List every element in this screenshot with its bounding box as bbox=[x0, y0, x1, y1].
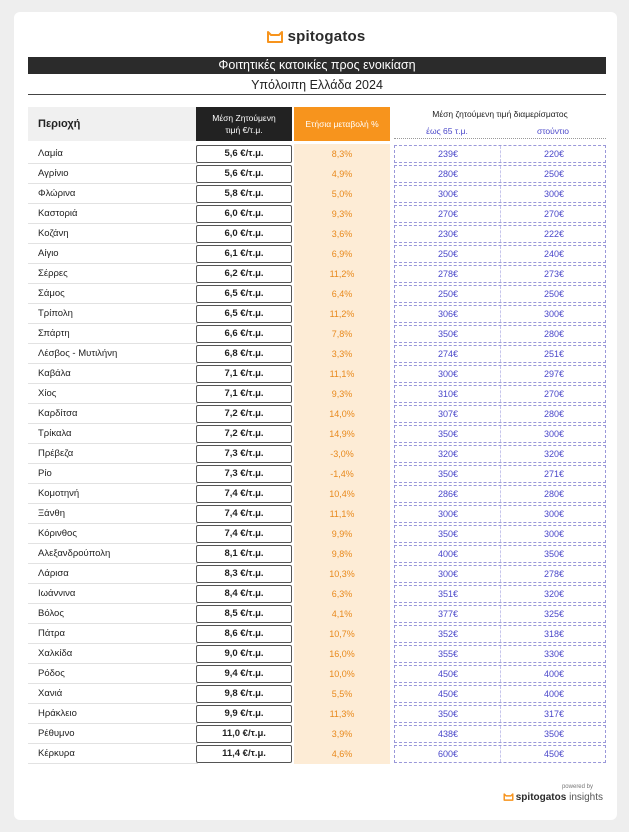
annual-change: 5,0% bbox=[294, 184, 390, 204]
price-studio: 251€ bbox=[500, 346, 607, 362]
region-name: Καστοριά bbox=[38, 208, 78, 219]
price-per-sqm: 7,4 €/τ.μ. bbox=[196, 485, 292, 503]
price-header-line1: Μέση Ζητούμενη bbox=[212, 113, 276, 123]
annual-change: 9,3% bbox=[294, 204, 390, 224]
annual-change: 6,9% bbox=[294, 244, 390, 264]
price-per-sqm: 9,8 €/τ.μ. bbox=[196, 685, 292, 703]
price-studio: 318€ bbox=[500, 626, 607, 642]
column-header-up-to-65: έως 65 τ.μ. bbox=[426, 126, 468, 136]
price-studio: 325€ bbox=[500, 606, 607, 622]
report-card bbox=[14, 12, 617, 820]
price-up-to-65: 352€ bbox=[437, 629, 459, 639]
price-per-sqm: 8,3 €/τ.μ. bbox=[196, 565, 292, 583]
annual-change: 9,9% bbox=[294, 524, 390, 544]
table-row bbox=[28, 504, 608, 524]
table-row bbox=[28, 424, 608, 444]
apartment-prices bbox=[394, 645, 606, 663]
price-up-to-65: 230€ bbox=[437, 229, 459, 239]
region-name: Ιωάννινα bbox=[38, 588, 76, 599]
annual-change: 10,3% bbox=[294, 564, 390, 584]
table-row bbox=[28, 684, 608, 704]
annual-change: 3,9% bbox=[294, 724, 390, 744]
annual-change: 5,5% bbox=[294, 684, 390, 704]
region-name: Ρέθυμνο bbox=[38, 728, 75, 739]
footer-suffix: insights bbox=[569, 792, 603, 803]
price-up-to-65: 278€ bbox=[437, 269, 459, 279]
annual-change: 11,1% bbox=[294, 364, 390, 384]
column-header-region: Περιοχή bbox=[28, 107, 204, 141]
apartment-prices bbox=[394, 745, 606, 763]
region-name: Καρδίτσα bbox=[38, 408, 78, 419]
apartment-prices bbox=[394, 685, 606, 703]
price-per-sqm: 5,6 €/τ.μ. bbox=[196, 145, 292, 163]
price-studio: 270€ bbox=[500, 206, 607, 222]
price-up-to-65: 350€ bbox=[437, 429, 459, 439]
apartment-prices bbox=[394, 605, 606, 623]
price-per-sqm: 7,2 €/τ.μ. bbox=[196, 425, 292, 443]
price-studio: 222€ bbox=[500, 226, 607, 242]
annual-change: 9,8% bbox=[294, 544, 390, 564]
annual-change: 10,0% bbox=[294, 664, 390, 684]
region-name: Κομοτηνή bbox=[38, 488, 80, 499]
apartment-prices bbox=[394, 205, 606, 223]
annual-change: 3,3% bbox=[294, 344, 390, 364]
table-row bbox=[28, 284, 608, 304]
price-per-sqm: 9,9 €/τ.μ. bbox=[196, 705, 292, 723]
table-row bbox=[28, 144, 608, 164]
annual-change: 4,9% bbox=[294, 164, 390, 184]
apartment-prices bbox=[394, 365, 606, 383]
price-studio: 280€ bbox=[500, 326, 607, 342]
apartment-prices bbox=[394, 545, 606, 563]
region-name: Τρίπολη bbox=[38, 308, 73, 319]
annual-change: 10,7% bbox=[294, 624, 390, 644]
price-up-to-65: 239€ bbox=[437, 149, 459, 159]
price-per-sqm: 8,5 €/τ.μ. bbox=[196, 605, 292, 623]
price-studio: 273€ bbox=[500, 266, 607, 282]
price-studio: 300€ bbox=[500, 526, 607, 542]
price-per-sqm: 6,6 €/τ.μ. bbox=[196, 325, 292, 343]
price-per-sqm: 7,2 €/τ.μ. bbox=[196, 405, 292, 423]
region-name: Αλεξανδρούπολη bbox=[38, 548, 111, 559]
table-row bbox=[28, 744, 608, 764]
apartment-prices bbox=[394, 185, 606, 203]
brand-name: spitogatos bbox=[287, 28, 366, 45]
table-row bbox=[28, 364, 608, 384]
region-name: Καβάλα bbox=[38, 368, 71, 379]
column-header-apartment: Μέση ζητούμενη τιμή διαμερίσματος bbox=[432, 109, 568, 119]
annual-change: 4,6% bbox=[294, 744, 390, 764]
table-row bbox=[28, 584, 608, 604]
price-up-to-65: 306€ bbox=[437, 309, 459, 319]
price-per-sqm: 6,2 €/τ.μ. bbox=[196, 265, 292, 283]
price-up-to-65: 350€ bbox=[437, 529, 459, 539]
annual-change: 7,8% bbox=[294, 324, 390, 344]
price-per-sqm: 7,3 €/τ.μ. bbox=[196, 465, 292, 483]
annual-change: 10,4% bbox=[294, 484, 390, 504]
table-row bbox=[28, 704, 608, 724]
table-row bbox=[28, 464, 608, 484]
table-row bbox=[28, 344, 608, 364]
price-up-to-65: 350€ bbox=[437, 709, 459, 719]
price-up-to-65: 274€ bbox=[437, 349, 459, 359]
price-studio: 250€ bbox=[500, 286, 607, 302]
region-name: Αίγιο bbox=[38, 248, 59, 259]
price-studio: 320€ bbox=[500, 586, 607, 602]
apartment-prices bbox=[394, 385, 606, 403]
price-per-sqm: 7,4 €/τ.μ. bbox=[196, 525, 292, 543]
price-per-sqm: 8,4 €/τ.μ. bbox=[196, 585, 292, 603]
region-name: Αγρίνιο bbox=[38, 168, 69, 179]
column-header-price bbox=[196, 107, 292, 141]
price-studio: 270€ bbox=[500, 386, 607, 402]
apartment-prices bbox=[394, 565, 606, 583]
table-row bbox=[28, 224, 608, 244]
price-up-to-65: 286€ bbox=[437, 489, 459, 499]
region-name: Σπάρτη bbox=[38, 328, 70, 339]
table-row bbox=[28, 724, 608, 744]
table-row bbox=[28, 304, 608, 324]
table-row bbox=[28, 404, 608, 424]
price-up-to-65: 355€ bbox=[437, 649, 459, 659]
price-studio: 317€ bbox=[500, 706, 607, 722]
apartment-prices bbox=[394, 525, 606, 543]
region-name: Λαμία bbox=[38, 148, 63, 159]
price-studio: 400€ bbox=[500, 666, 607, 682]
price-per-sqm: 11,0 €/τ.μ. bbox=[196, 725, 292, 743]
price-studio: 280€ bbox=[500, 486, 607, 502]
region-name: Χανιά bbox=[38, 688, 63, 699]
price-studio: 250€ bbox=[500, 166, 607, 182]
cat-logo-icon bbox=[503, 792, 514, 801]
data-table bbox=[28, 144, 608, 764]
price-per-sqm: 9,0 €/τ.μ. bbox=[196, 645, 292, 663]
price-up-to-65: 300€ bbox=[437, 189, 459, 199]
region-name: Ρίο bbox=[38, 468, 52, 479]
apartment-prices bbox=[394, 285, 606, 303]
apartment-prices bbox=[394, 725, 606, 743]
price-studio: 280€ bbox=[500, 406, 607, 422]
price-up-to-65: 320€ bbox=[437, 449, 459, 459]
apartment-prices bbox=[394, 405, 606, 423]
apartment-prices bbox=[394, 245, 606, 263]
apartment-prices bbox=[394, 625, 606, 643]
apartment-prices bbox=[394, 485, 606, 503]
apartment-prices bbox=[394, 425, 606, 443]
region-name: Ρόδος bbox=[38, 668, 65, 679]
price-studio: 300€ bbox=[500, 306, 607, 322]
price-header-line2: τιμή €/τ.μ. bbox=[225, 125, 263, 135]
price-per-sqm: 6,8 €/τ.μ. bbox=[196, 345, 292, 363]
header-divider bbox=[394, 138, 606, 139]
annual-change: 9,3% bbox=[294, 384, 390, 404]
price-studio: 400€ bbox=[500, 686, 607, 702]
table-row bbox=[28, 624, 608, 644]
annual-change: 6,4% bbox=[294, 284, 390, 304]
price-up-to-65: 300€ bbox=[437, 369, 459, 379]
table-row bbox=[28, 204, 608, 224]
price-studio: 320€ bbox=[500, 446, 607, 462]
price-up-to-65: 438€ bbox=[437, 729, 459, 739]
price-studio: 300€ bbox=[500, 426, 607, 442]
annual-change: 16,0% bbox=[294, 644, 390, 664]
price-studio: 300€ bbox=[500, 186, 607, 202]
annual-change: -3,0% bbox=[294, 444, 390, 464]
annual-change: 4,1% bbox=[294, 604, 390, 624]
annual-change: 14,0% bbox=[294, 404, 390, 424]
table-row bbox=[28, 164, 608, 184]
price-up-to-65: 310€ bbox=[437, 389, 459, 399]
price-up-to-65: 307€ bbox=[437, 409, 459, 419]
price-up-to-65: 280€ bbox=[437, 169, 459, 179]
footer-brand: spitogatos bbox=[515, 792, 567, 803]
table-row bbox=[28, 544, 608, 564]
price-per-sqm: 6,0 €/τ.μ. bbox=[196, 205, 292, 223]
annual-change: -1,4% bbox=[294, 464, 390, 484]
column-header-studio: στούντιο bbox=[536, 126, 570, 136]
price-up-to-65: 300€ bbox=[437, 569, 459, 579]
table-row bbox=[28, 524, 608, 544]
annual-change: 11,2% bbox=[294, 264, 390, 284]
apartment-prices bbox=[394, 165, 606, 183]
table-row bbox=[28, 604, 608, 624]
table-row bbox=[28, 644, 608, 664]
brand-logo bbox=[14, 28, 617, 45]
apartment-prices bbox=[394, 225, 606, 243]
apartment-prices bbox=[394, 705, 606, 723]
region-name: Πάτρα bbox=[38, 628, 66, 639]
table-row bbox=[28, 324, 608, 344]
table-row bbox=[28, 264, 608, 284]
apartment-prices bbox=[394, 265, 606, 283]
annual-change: 6,3% bbox=[294, 584, 390, 604]
table-row bbox=[28, 384, 608, 404]
price-per-sqm: 7,1 €/τ.μ. bbox=[196, 365, 292, 383]
table-row bbox=[28, 664, 608, 684]
table-row bbox=[28, 564, 608, 584]
annual-change: 11,3% bbox=[294, 704, 390, 724]
price-studio: 271€ bbox=[500, 466, 607, 482]
apartment-prices bbox=[394, 445, 606, 463]
price-per-sqm: 9,4 €/τ.μ. bbox=[196, 665, 292, 683]
annual-change: 11,2% bbox=[294, 304, 390, 324]
price-studio: 300€ bbox=[500, 506, 607, 522]
apartment-prices bbox=[394, 145, 606, 163]
apartment-prices bbox=[394, 305, 606, 323]
annual-change: 3,6% bbox=[294, 224, 390, 244]
table-row bbox=[28, 244, 608, 264]
region-name: Πρέβεζα bbox=[38, 448, 74, 459]
annual-change: 8,3% bbox=[294, 144, 390, 164]
price-studio: 278€ bbox=[500, 566, 607, 582]
region-name: Ηράκλειο bbox=[38, 708, 77, 719]
price-up-to-65: 351€ bbox=[437, 589, 459, 599]
price-up-to-65: 250€ bbox=[437, 289, 459, 299]
price-per-sqm: 6,5 €/τ.μ. bbox=[196, 305, 292, 323]
region-name: Κόρινθος bbox=[38, 528, 77, 539]
region-name: Βόλος bbox=[38, 608, 64, 619]
price-up-to-65: 350€ bbox=[437, 329, 459, 339]
price-studio: 297€ bbox=[500, 366, 607, 382]
price-up-to-65: 450€ bbox=[437, 689, 459, 699]
apartment-prices bbox=[394, 665, 606, 683]
region-name: Σέρρες bbox=[38, 268, 68, 279]
table-row bbox=[28, 184, 608, 204]
price-up-to-65: 450€ bbox=[437, 669, 459, 679]
price-up-to-65: 400€ bbox=[437, 549, 459, 559]
price-per-sqm: 5,8 €/τ.μ. bbox=[196, 185, 292, 203]
powered-by-label: powered by bbox=[561, 784, 593, 790]
price-per-sqm: 6,1 €/τ.μ. bbox=[196, 245, 292, 263]
table-row bbox=[28, 484, 608, 504]
region-name: Φλώρινα bbox=[38, 188, 76, 199]
region-name: Κοζάνη bbox=[38, 228, 69, 239]
price-per-sqm: 7,1 €/τ.μ. bbox=[196, 385, 292, 403]
apartment-prices bbox=[394, 345, 606, 363]
price-per-sqm: 6,0 €/τ.μ. bbox=[196, 225, 292, 243]
row-divider bbox=[28, 763, 198, 764]
apartment-prices bbox=[394, 585, 606, 603]
region-name: Χίος bbox=[38, 388, 57, 399]
price-per-sqm: 8,1 €/τ.μ. bbox=[196, 545, 292, 563]
price-per-sqm: 6,5 €/τ.μ. bbox=[196, 285, 292, 303]
annual-change: 11,1% bbox=[294, 504, 390, 524]
region-name: Κέρκυρα bbox=[38, 748, 75, 759]
annual-change: 14,9% bbox=[294, 424, 390, 444]
region-name: Τρίκαλα bbox=[38, 428, 72, 439]
price-up-to-65: 600€ bbox=[437, 749, 459, 759]
price-studio: 330€ bbox=[500, 646, 607, 662]
price-studio: 350€ bbox=[500, 726, 607, 742]
cat-logo-icon bbox=[266, 29, 284, 43]
region-name: Λάρισα bbox=[38, 568, 69, 579]
region-name: Χαλκίδα bbox=[38, 648, 73, 659]
table-row bbox=[28, 444, 608, 464]
price-per-sqm: 7,3 €/τ.μ. bbox=[196, 445, 292, 463]
price-up-to-65: 270€ bbox=[437, 209, 459, 219]
region-name: Λέσβος - Μυτιλήνη bbox=[38, 348, 118, 359]
column-header-change: Ετήσια μεταβολή % bbox=[294, 107, 390, 141]
price-up-to-65: 350€ bbox=[437, 469, 459, 479]
page-subtitle: Υπόλοιπη Ελλάδα 2024 bbox=[28, 76, 606, 95]
price-studio: 220€ bbox=[500, 146, 607, 162]
price-per-sqm: 7,4 €/τ.μ. bbox=[196, 505, 292, 523]
price-per-sqm: 8,6 €/τ.μ. bbox=[196, 625, 292, 643]
page-title: Φοιτητικές κατοικίες προς ενοικίαση bbox=[28, 57, 606, 74]
price-up-to-65: 377€ bbox=[437, 609, 459, 619]
price-per-sqm: 11,4 €/τ.μ. bbox=[196, 745, 292, 763]
region-name: Σάμος bbox=[38, 288, 65, 299]
region-name: Ξάνθη bbox=[38, 508, 65, 519]
apartment-prices bbox=[394, 465, 606, 483]
apartment-prices bbox=[394, 505, 606, 523]
footer-logo bbox=[503, 792, 603, 803]
price-up-to-65: 300€ bbox=[437, 509, 459, 519]
price-per-sqm: 5,6 €/τ.μ. bbox=[196, 165, 292, 183]
apartment-prices bbox=[394, 325, 606, 343]
price-studio: 350€ bbox=[500, 546, 607, 562]
price-up-to-65: 250€ bbox=[437, 249, 459, 259]
price-studio: 450€ bbox=[500, 746, 607, 762]
price-studio: 240€ bbox=[500, 246, 607, 262]
